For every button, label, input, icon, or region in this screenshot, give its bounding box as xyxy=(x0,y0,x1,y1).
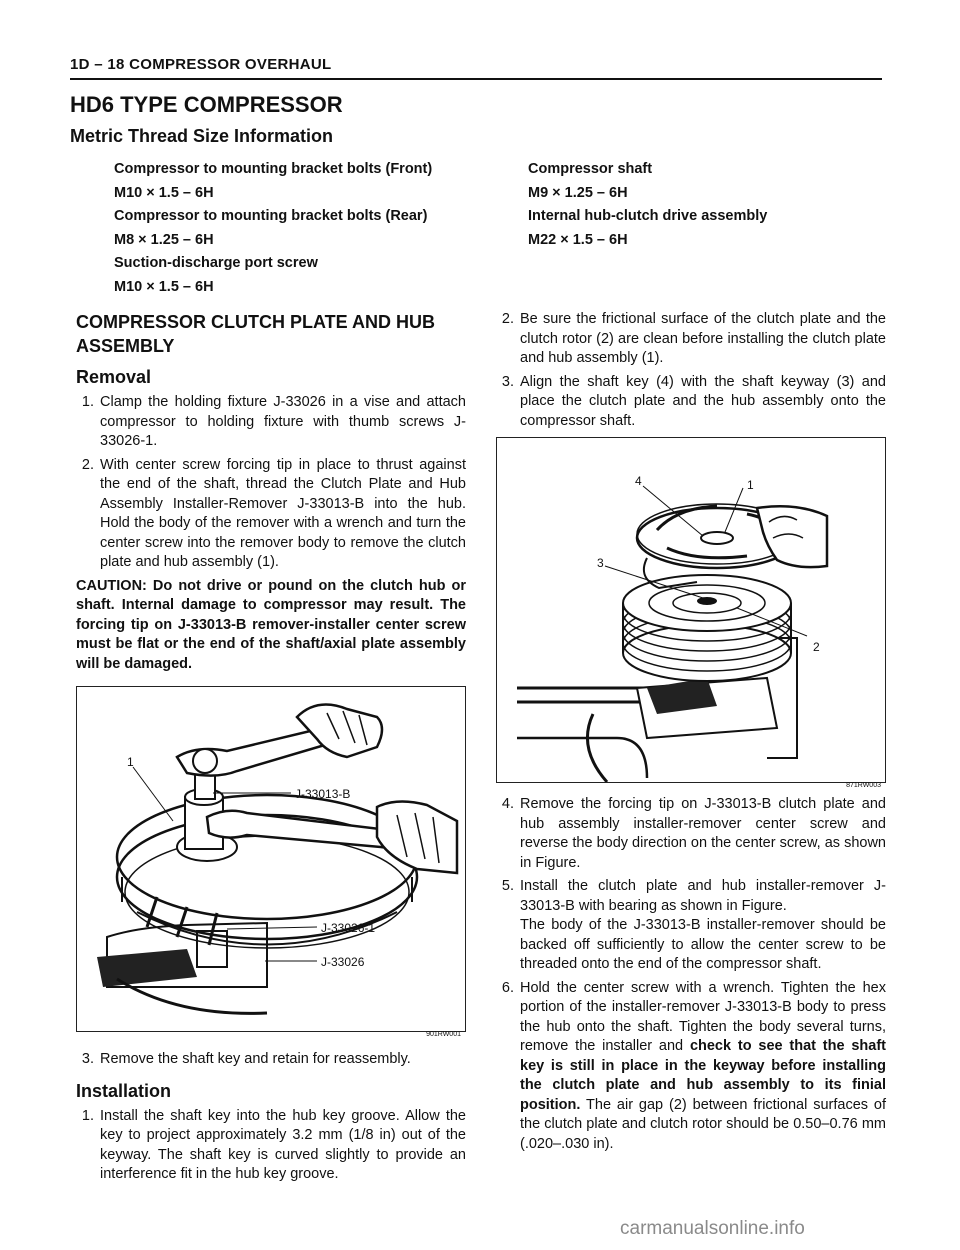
step-text: Be sure the frictional surface of the clutch plate and the clutch rotor (2) are clean before installing the clutch plate and hub assembly (1). xyxy=(520,311,886,366)
step-text: With center screw forcing tip in place to thrust against the end of the shaft, thread the Clutch Plate and Hub Assembly Installer-Remover J-33013-B into the hub. Hold the body of the remover with a wrench and turn the center screw into the remover body to remove the clutch plate and hub assembly (1). xyxy=(100,456,466,570)
removal-step-1 xyxy=(76,393,466,452)
left-column xyxy=(76,310,466,1189)
spec-list-right xyxy=(528,158,767,252)
step-text-emphasis: check to see that the shaft key is still in place in the keyway before installing the clutch plate and hub assembly to its finial position. xyxy=(520,1038,886,1113)
removal-heading: Removal xyxy=(76,367,152,387)
step-text: Install the clutch plate and hub installer-remover J-33013-B with bearing as shown in Figure. xyxy=(520,878,886,914)
callout-2: 2 xyxy=(813,640,820,654)
spec-item: Internal hub-clutch drive assembly xyxy=(528,208,768,224)
step-number: 2. xyxy=(501,311,514,327)
installation-step-2 xyxy=(496,310,886,369)
spec-item: M22 × 1.5 – 6H xyxy=(528,231,628,248)
installation-illustration xyxy=(497,438,885,782)
callout-1: 1 xyxy=(747,478,754,492)
figure-code: 901RW001 xyxy=(426,1030,461,1038)
right-column xyxy=(496,310,886,1158)
step-number: 6. xyxy=(501,979,514,996)
step-text-wrap xyxy=(520,877,886,975)
installation-step-4 xyxy=(496,795,886,873)
installation-step-6 xyxy=(496,979,886,1155)
spec-item: M9 × 1.25 – 6H xyxy=(528,184,628,201)
caution-note: CAUTION: Do not drive or pound on the clutch hub or shaft. Internal damage to compressor may result. The forcing tip on J-33013-B remover-installer center screw must be flat or the end of the shaft/axial plate assembly will be damaged. xyxy=(76,577,466,672)
step-number: 3. xyxy=(81,1051,94,1067)
removal-step-3 xyxy=(76,1050,466,1070)
figure-removal-tool xyxy=(76,686,466,1038)
step-text-continued: The body of the J-33013-B installer-remover should be backed off sufficiently to allow the center screw to be threaded onto the end of the compressor shaft. xyxy=(520,917,886,972)
spec-item: M10 × 1.5 – 6H xyxy=(114,184,214,201)
step-number: 3. xyxy=(501,373,514,390)
step-text: Hold the center screw with a wrench. Tighten the hex portion of the installer-remover J-33013-B body to press the hub onto the shaft. Tighten the body several turns, remove the installer and xyxy=(520,979,886,1054)
step-text: Remove the forcing tip on J-33013-B clutch plate and hub assembly installer-remover center screw and reverse the body direction on the center screw, as shown in Figure. xyxy=(520,796,886,871)
step-number: 5. xyxy=(501,878,514,894)
figure-installation xyxy=(496,437,886,789)
page-title: HD6 TYPE COMPRESSOR xyxy=(70,92,343,117)
callout-3: 3 xyxy=(597,556,604,570)
step-number: 2. xyxy=(81,456,94,473)
step-text-wrap xyxy=(520,979,886,1155)
step-number: 1. xyxy=(81,394,94,410)
step-text: Align the shaft key (4) with the shaft keyway (3) and place the clutch plate and the hub assembly onto the compressor shaft. xyxy=(520,373,886,429)
page-header xyxy=(70,56,882,80)
metric-info-heading: Metric Thread Size Information xyxy=(70,126,334,146)
removal-illustration xyxy=(77,687,465,1031)
callout-1: 1 xyxy=(127,755,134,769)
header-title: 1D – 18 COMPRESSOR OVERHAUL xyxy=(70,56,332,73)
spec-item: M10 × 1.5 – 6H xyxy=(114,278,214,295)
spec-list-left xyxy=(114,158,432,299)
spec-item: M8 × 1.25 – 6H xyxy=(114,231,214,248)
step-text-end: The air gap (2) between frictional surfaces of the clutch plate and clutch rotor should be 0.50–0.76 mm (.020–.030 in). xyxy=(520,1096,886,1152)
installation-heading: Installation xyxy=(76,1080,172,1101)
figure-code: 871RW003 xyxy=(846,781,881,789)
installation-step-1 xyxy=(76,1107,466,1185)
callout-4: 4 xyxy=(635,474,642,488)
spec-item: Compressor to mounting bracket bolts (Front) xyxy=(114,161,433,177)
callout-j33026-1: J-33026-1 xyxy=(321,921,376,935)
step-number: 1. xyxy=(81,1107,94,1124)
spec-item: Suction-discharge port screw xyxy=(114,255,318,271)
installation-step-3 xyxy=(496,373,886,432)
section-heading: COMPRESSOR CLUTCH PLATE AND HUB ASSEMBLY xyxy=(76,312,435,356)
callout-j33026: J-33026 xyxy=(321,955,365,969)
step-text: Clamp the holding fixture J-33026 in a vise and attach compressor to holding fixture with thumb screws J-33026-1. xyxy=(100,394,466,449)
step-text: Install the shaft key into the hub key groove. Allow the key to project approximately 3.2 mm (1/8 in) out of the keyway. The shaft key is curved slightly to provide an interference fit in the hub key groove. xyxy=(100,1107,466,1182)
spec-item: Compressor shaft xyxy=(528,161,653,177)
removal-step-2 xyxy=(76,456,466,573)
installation-step-5 xyxy=(496,877,886,975)
callout-j33013b: J-33013-B xyxy=(295,787,351,801)
spec-item: Compressor to mounting bracket bolts (Rear) xyxy=(114,208,428,224)
watermark: carmanualsonline.info xyxy=(620,1218,805,1239)
step-number: 4. xyxy=(501,796,514,812)
step-text: Remove the shaft key and retain for reassembly. xyxy=(100,1051,411,1067)
